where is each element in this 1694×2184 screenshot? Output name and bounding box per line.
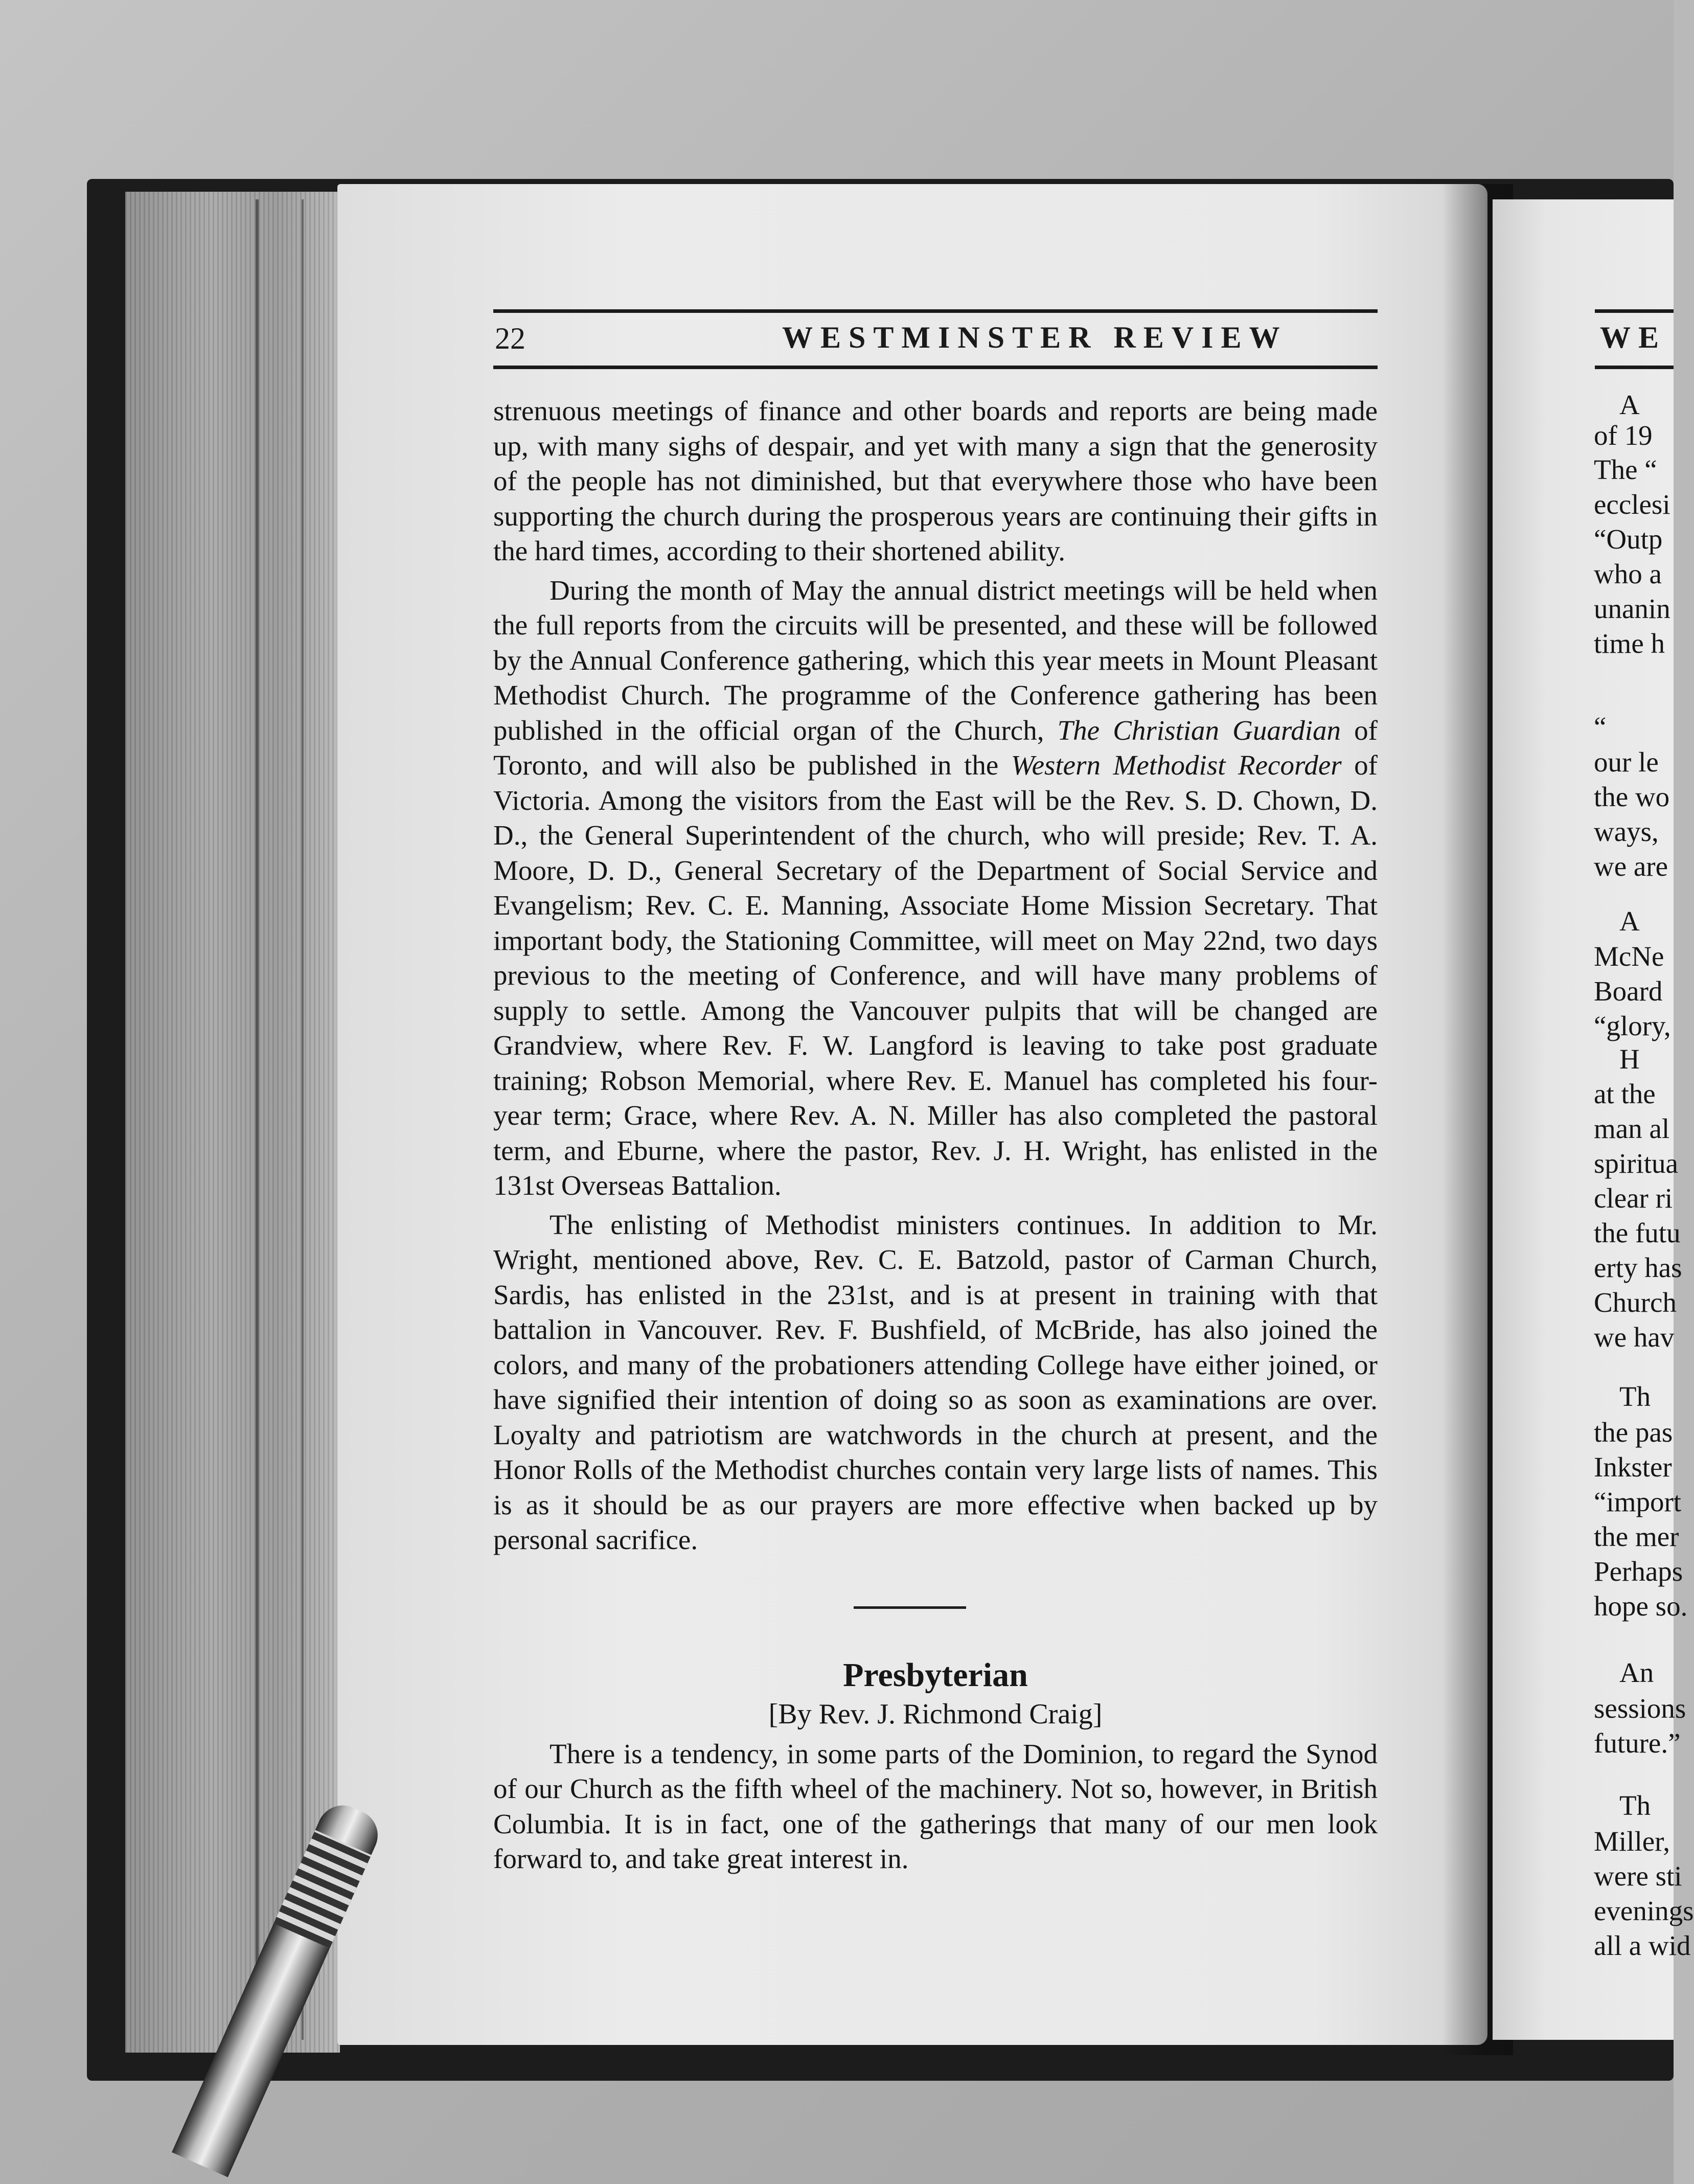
section-title: Presbyterian xyxy=(843,1656,1028,1694)
right-page-line: Inkster xyxy=(1594,1451,1672,1483)
header-rule-top xyxy=(493,309,1378,313)
right-page-line: H xyxy=(1619,1043,1640,1075)
right-page-line: Th xyxy=(1619,1790,1651,1821)
right-page-line: sessions xyxy=(1594,1693,1686,1724)
header-rule-bottom xyxy=(493,366,1378,369)
right-page-line: A xyxy=(1619,905,1640,937)
right-page-line: evenings xyxy=(1594,1895,1694,1926)
running-head: WESTMINSTER REVIEW xyxy=(782,321,1288,354)
separator-rule xyxy=(854,1606,966,1609)
page-edge-line xyxy=(302,199,304,2040)
right-page-line: A xyxy=(1619,389,1640,420)
page-edge-stack xyxy=(125,192,340,2053)
periodical-title: The Christian Guardian xyxy=(1057,714,1341,746)
right-page-line: Th xyxy=(1619,1381,1651,1412)
right-page-line: the pas xyxy=(1594,1417,1673,1448)
paragraph-continuation: strenuous meetings of finance and other boards and reports are being made up, with many sighs of despair, and yet with many a sign that the generosity of the people has not diminished, but that everywhere those who have been supporting the church during the prosperous years are continuing their gifts in the hard times, according to their shortened ability. xyxy=(493,395,1378,566)
right-page-line: ecclesi xyxy=(1594,489,1670,520)
paragraph-text: of Victoria. Among the visitors from the East will be the Rev. S. D. Chown, D. D., the General Superintendent of the church, who will preside; Rev. T. A. Moore, D. D., General Secretary of the Department of Social Service and Evangelism; Rev. C. E. Manning, Associate Home Mission Secretary. That important body, the Stationing Committee, will meet on May 22nd, two days previous to the meeting of Conference, and will have many problems of supply to settle. Among the Vancouver pulpits that will be changed are Grandview, where Rev. F. W. Langford is leaving to take post graduate training; Robson Memorial, where Rev. E. Manuel has completed his four-year term; Grace, where Rev. A. N. Miller has also completed the pastoral term, and Eburne, where the pastor, Rev. J. H. Wright, has enlisted in the 131st Overseas Battalion. xyxy=(493,749,1378,1201)
right-header-rule-top xyxy=(1595,309,1674,313)
paragraph-conference xyxy=(493,573,1378,1203)
page-edge-line xyxy=(256,199,259,2040)
right-page-line: ways, xyxy=(1594,816,1659,847)
page-number: 22 xyxy=(495,322,525,355)
right-page-line: man al xyxy=(1594,1113,1670,1144)
right-page-line: Perhaps xyxy=(1594,1556,1683,1587)
paragraph-text: of Toronto, and will also be published in the xyxy=(493,714,1378,781)
right-page-line: McNe xyxy=(1594,941,1664,972)
right-page-line: were sti xyxy=(1594,1860,1682,1892)
right-page-line: at the xyxy=(1594,1078,1656,1109)
right-running-head: WE xyxy=(1600,321,1667,354)
section-byline: [By Rev. J. Richmond Craig] xyxy=(768,1698,1103,1730)
body-text xyxy=(493,394,1378,1877)
right-page-line: Miller, xyxy=(1594,1826,1670,1857)
paragraph-presbyterian: There is a tendency, in some parts of the Dominion, to regard the Synod of our Church as the fifth wheel of the machinery. Not so, however, in British Columbia. It is in fact, one of the gatherings that many of our men look forward to, and take great interest in. xyxy=(493,1738,1378,1874)
right-page-line: erty has xyxy=(1594,1252,1682,1283)
paragraph-enlisting: The enlisting of Methodist ministers continues. In addition to Mr. Wright, mentioned above, Rev. C. E. Batzold, pastor of Carman Church, Sardis, has enlisted in the 231st, and is at present in training with that battalion in Vancouver. Rev. F. Bushfield, of McBride, has also joined the colors, and many of the probationers attending College have either joined, or have signified their intention of doing so as soon as examinations are over. Loyalty and patriotism are watchwords in the church at present, and the Honor Rolls of the Methodist churches contain very large lists of names. This is as it should be as our prayers are more effective when backed up by personal sacrifice. xyxy=(493,1209,1378,1555)
right-page-line: time h xyxy=(1594,628,1665,659)
right-page-line: Church xyxy=(1594,1287,1677,1318)
section-separator xyxy=(493,1558,1378,1655)
right-page-line: our le xyxy=(1594,746,1659,778)
right-page-line: “Outp xyxy=(1594,524,1663,555)
right-page-line: The “ xyxy=(1594,454,1657,485)
right-page-line: Board xyxy=(1594,975,1663,1007)
right-page-line: of 19 xyxy=(1594,420,1653,451)
right-page-line: we hav xyxy=(1594,1322,1675,1353)
right-page-line: clear ri xyxy=(1594,1182,1673,1214)
right-page-line: hope so. xyxy=(1594,1590,1688,1622)
right-page-line: all a wid xyxy=(1594,1930,1691,1961)
right-page-line: the mer xyxy=(1594,1521,1679,1552)
periodical-title: Western Methodist Recorder xyxy=(1011,749,1342,781)
paragraph-text: During the month of May the annual district meetings will be held when the full reports from the circuits will be presented, and these will be followed by the Annual Conference gathering, which this year meets in Mount Pleasant Methodist Church. The programme of the Conference gathering has been published in the official organ of the Church, xyxy=(493,574,1378,746)
right-page-line: An xyxy=(1619,1657,1654,1688)
right-page-line: we are xyxy=(1594,851,1668,882)
right-page-line: the futu xyxy=(1594,1217,1681,1248)
right-page-line: “import xyxy=(1594,1486,1682,1517)
right-page-line: “ xyxy=(1594,711,1607,742)
right-page-line: future.” xyxy=(1594,1727,1681,1759)
right-page-line: spiritua xyxy=(1594,1148,1678,1179)
right-page-line: “glory, xyxy=(1594,1010,1671,1041)
right-page-line: unanin xyxy=(1594,593,1670,624)
right-page-line: who a xyxy=(1594,558,1662,589)
right-page-line: the wo xyxy=(1594,781,1670,812)
right-header-rule-bottom xyxy=(1595,366,1674,369)
